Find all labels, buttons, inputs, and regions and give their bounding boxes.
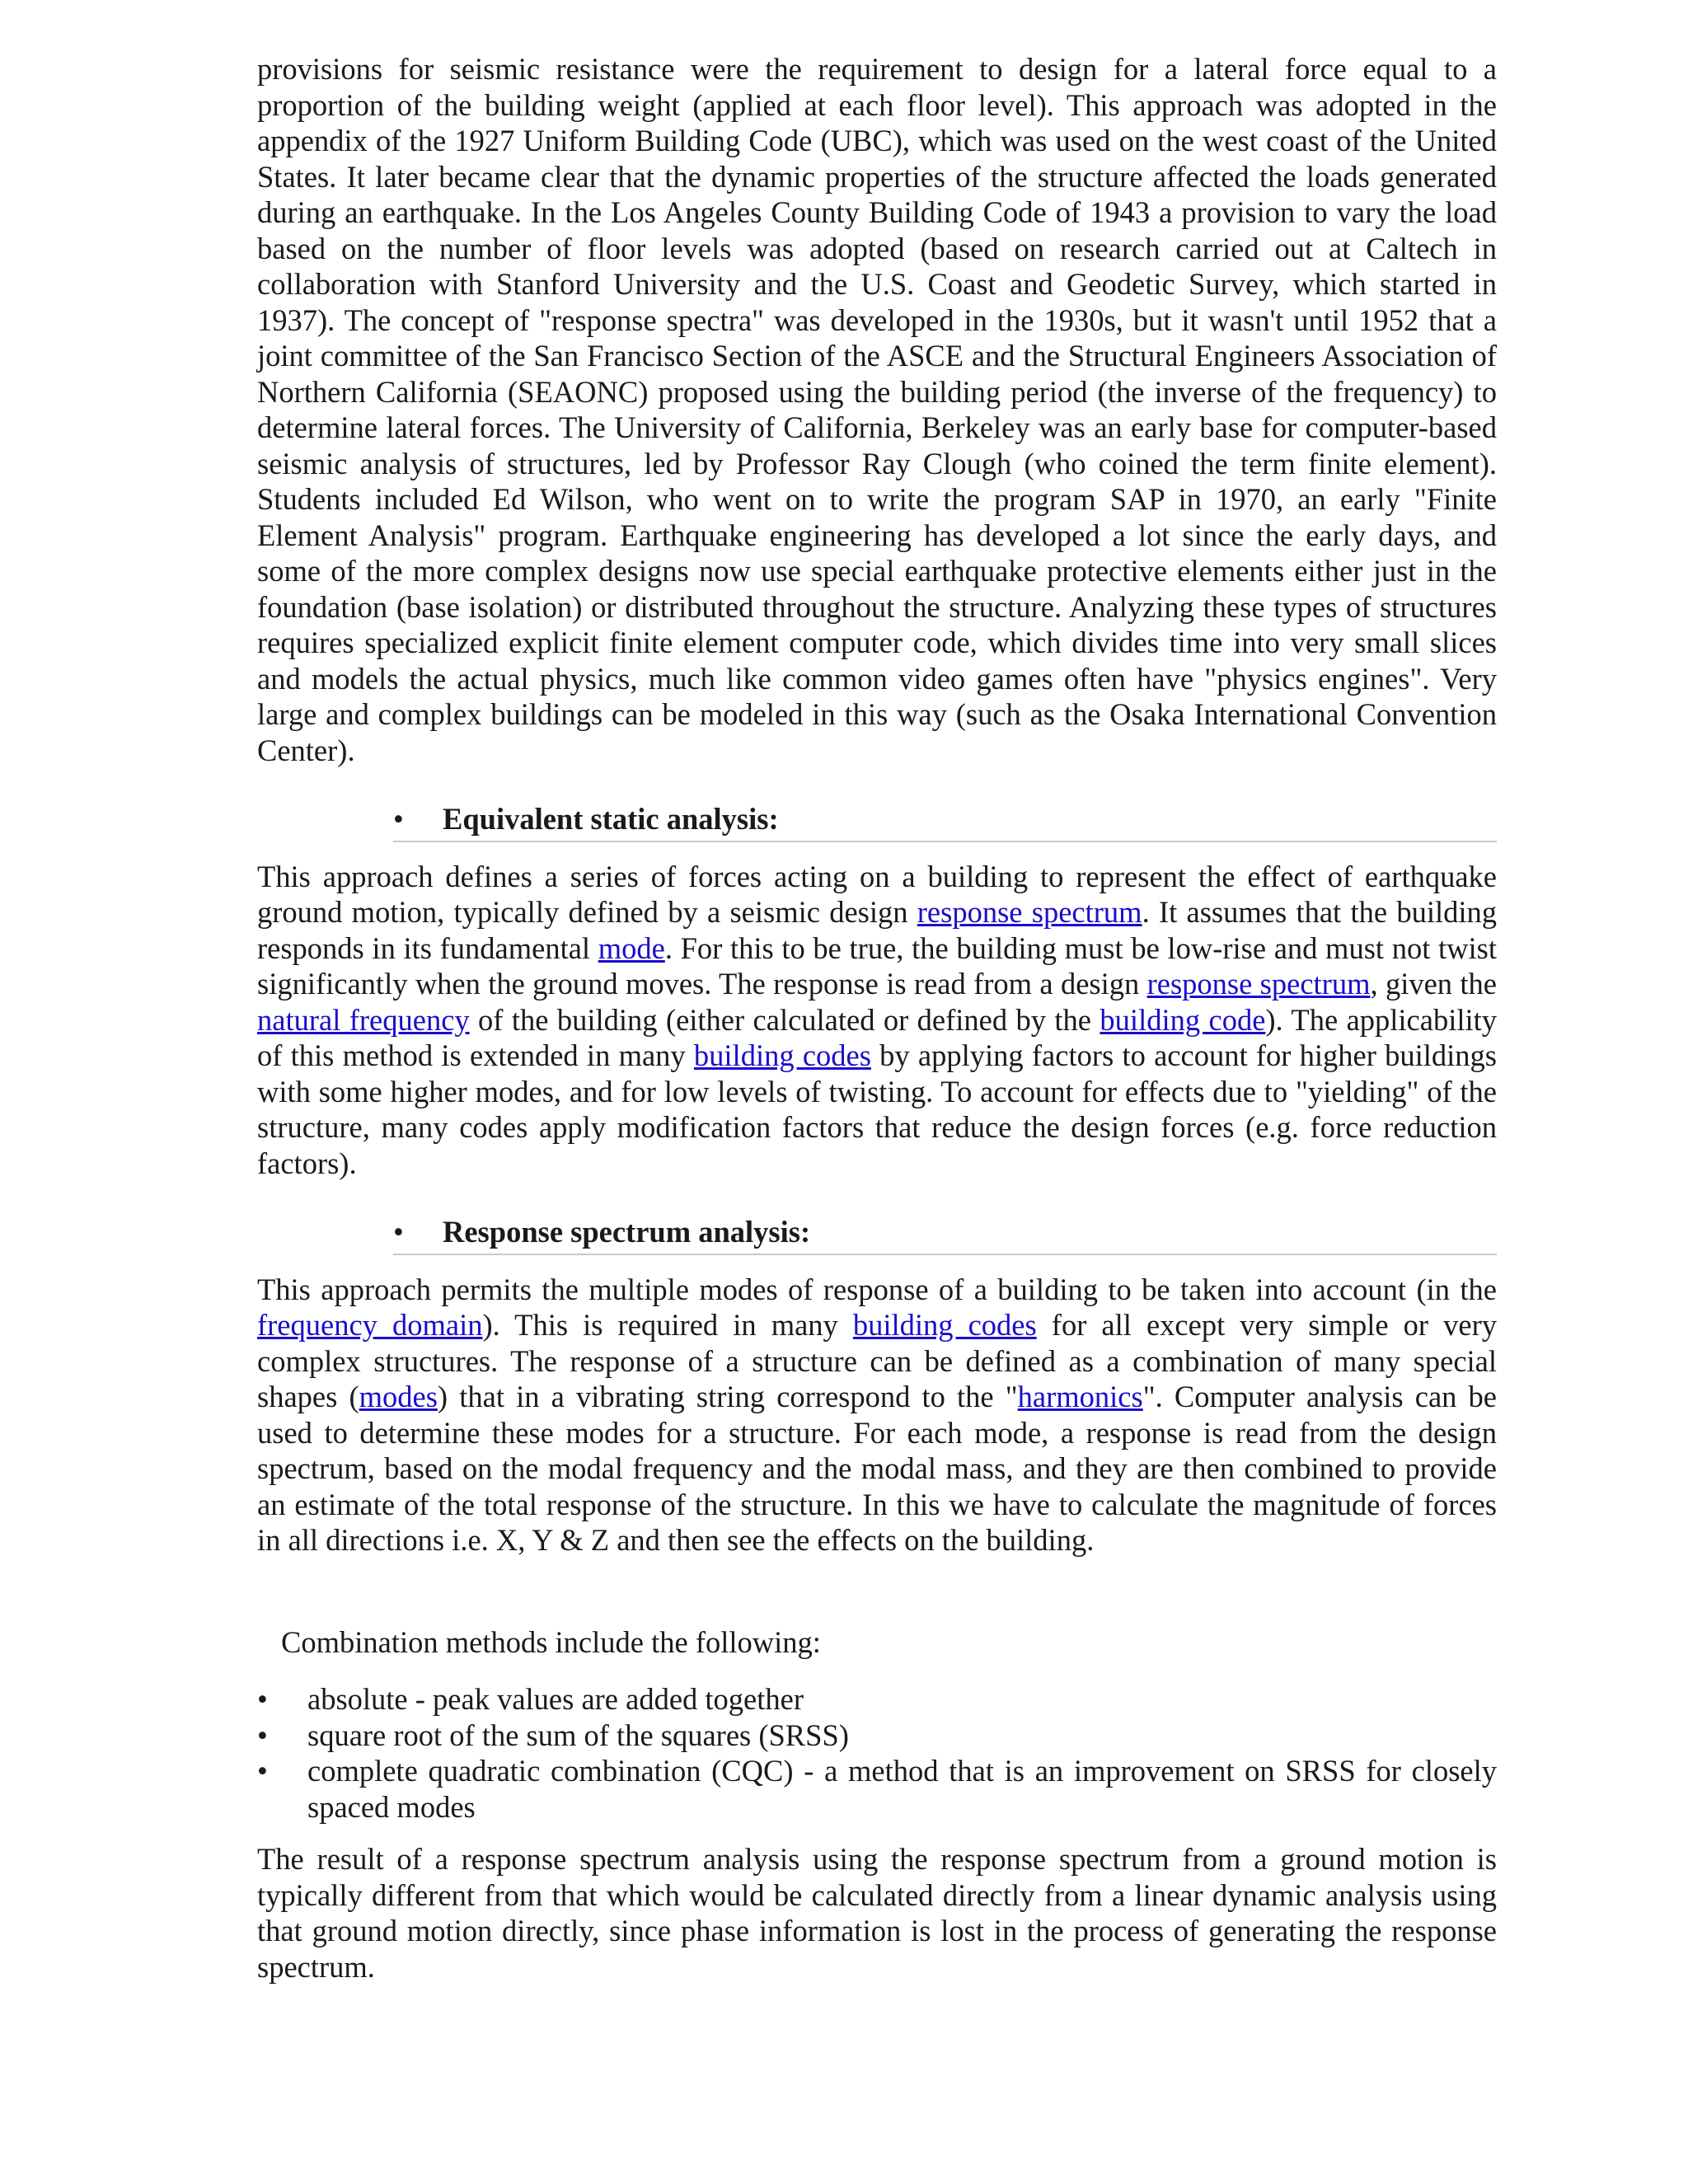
list-item-text: absolute - peak values are added together [307, 1682, 804, 1716]
link-harmonics[interactable]: harmonics [1017, 1380, 1143, 1413]
link-building-code[interactable]: building code [1100, 1002, 1266, 1037]
link-mode[interactable]: mode [598, 930, 665, 965]
text-run: for all except very simple or very complex structures. The response of a structure can be defined as a combination of many special shapes ( [257, 1308, 1497, 1413]
link-building-codes-2[interactable]: building codes [852, 1308, 1037, 1342]
text-run: by applying factors to account for higher buildings with some higher modes, and for low levels of twisting. To account for effects due to "yielding" of the structure, many codes apply modification factors that reduce the design forces (e.g. force reduction factors). [257, 1038, 1497, 1180]
list-item-text: complete quadratic combination (CQC) - a method that is an improvement on SRSS for closely spaced modes [307, 1754, 1497, 1824]
text-run: ". Computer analysis can be used to determine these modes for a structure. For each mode, a response is read from the design spectrum, based on the modal frequency and the modal mass, and they are then combined to provide an estimate of the total response of the structure. In this we have to calculate the magnitude of forces in all directions i.e. X, Y & Z and then see the effects on the building. [257, 1380, 1497, 1557]
list-item [257, 1718, 1497, 1754]
text-run: of the building (either calculated or defined by the [469, 1002, 1100, 1037]
bullet-glyph: • [257, 1682, 268, 1716]
spacer [257, 1558, 1497, 1624]
list-item-text: square root of the sum of the squares (SRSS) [307, 1718, 849, 1752]
bullet-glyph: • [393, 802, 404, 836]
section-heading-response-spectrum [393, 1214, 1497, 1255]
text-run: ). The applicability of this method is extended in many [257, 1002, 1498, 1072]
link-response-spectrum-2[interactable]: response spectrum [1146, 967, 1371, 1001]
combination-intro: Combination methods include the following: [281, 1624, 821, 1659]
section-heading-equivalent-static [393, 801, 1497, 842]
list-item [257, 1753, 1497, 1825]
link-frequency-domain[interactable]: frequency domain [257, 1308, 483, 1342]
text-run: . It assumes that the building responds in its fundamental [257, 895, 1497, 965]
section-heading-text: Response spectrum analysis: [443, 1215, 811, 1249]
equivalent-static-paragraph [257, 859, 1497, 1182]
text-run: ). This is required in many [482, 1308, 853, 1342]
intro-paragraph: provisions for seismic resistance were the requirement to design for a lateral force equal to a proportion of the building weight (applied at each floor level). This approach was adopted in the appendix of the 1927 Uniform Building Code (UBC), which was used on the west coast of the United States. It later became clear that the dynamic properties of the structure affected the loads generated during an earthquake. In the Los Angeles County Building Code of 1943 a provision to vary the load based on the number of floor levels was adopted (based on research carried out at Caltech in collaboration with Stanford University and the U.S. Coast and Geodetic Survey, which started in 1937). The concept of "response spectra" was developed in the 1930s, but it wasn't until 1952 that a joint committee of the San Francisco Section of the ASCE and the Structural Engineers Association of Northern California (SEAONC) proposed using the building period (the inverse of the frequency) to determine lateral forces. The University of California, Berkeley was an early base for computer-based seismic analysis of structures, led by Professor Ray Clough (who coined the term finite element). Students included Ed Wilson, who went on to write the program SAP in 1970, an early "Finite Element Analysis" program. Earthquake engineering has developed a lot since the early days, and some of the more complex designs now use special earthquake protective elements either just in the foundation (base isolation) or distributed throughout the structure. Analyzing these types of structures requires specialized explicit finite element computer code, which divides time into very small slices and models the actual physics, much like common video games often have "physics engines". Very large and complex buildings can be modeled in this way (such as the Osaka International Convention Center). [257, 52, 1497, 767]
section-heading-text: Equivalent static analysis: [443, 802, 779, 836]
bullet-glyph: • [393, 1215, 404, 1249]
link-response-spectrum[interactable]: response spectrum [917, 895, 1142, 929]
link-building-codes[interactable]: building codes [693, 1038, 871, 1072]
closing-paragraph: The result of a response spectrum analysis using the response spectrum from a ground motion is typically different from that which would be calculated directly from a linear dynamic analysis using that ground motion directly, since phase information is lost in the process of generating the response spectrum. [257, 1842, 1497, 1984]
list-item [257, 1681, 1497, 1718]
link-natural-frequency[interactable]: natural frequency [257, 1002, 470, 1037]
bullet-glyph: • [257, 1718, 268, 1752]
text-run: , given the [1370, 967, 1498, 1001]
combination-list [257, 1681, 1497, 1825]
text-run: . For this to be true, the building must be low-rise and must not twist significantly when the ground moves. The response is read from a design [257, 930, 1497, 1001]
bullet-glyph: • [257, 1754, 268, 1788]
text-run: This approach defines a series of forces acting on a building to represent the effect of earthquake ground motion, typically defined by a seismic design [257, 859, 1497, 929]
document-page [257, 51, 1497, 1985]
response-spectrum-paragraph [257, 1272, 1497, 1558]
text-run: This approach permits the multiple modes of response of a building to be taken into account (in the [257, 1272, 1497, 1306]
text-run: ) that in a vibrating string correspond to the " [437, 1380, 1018, 1413]
link-modes[interactable]: modes [359, 1380, 438, 1413]
